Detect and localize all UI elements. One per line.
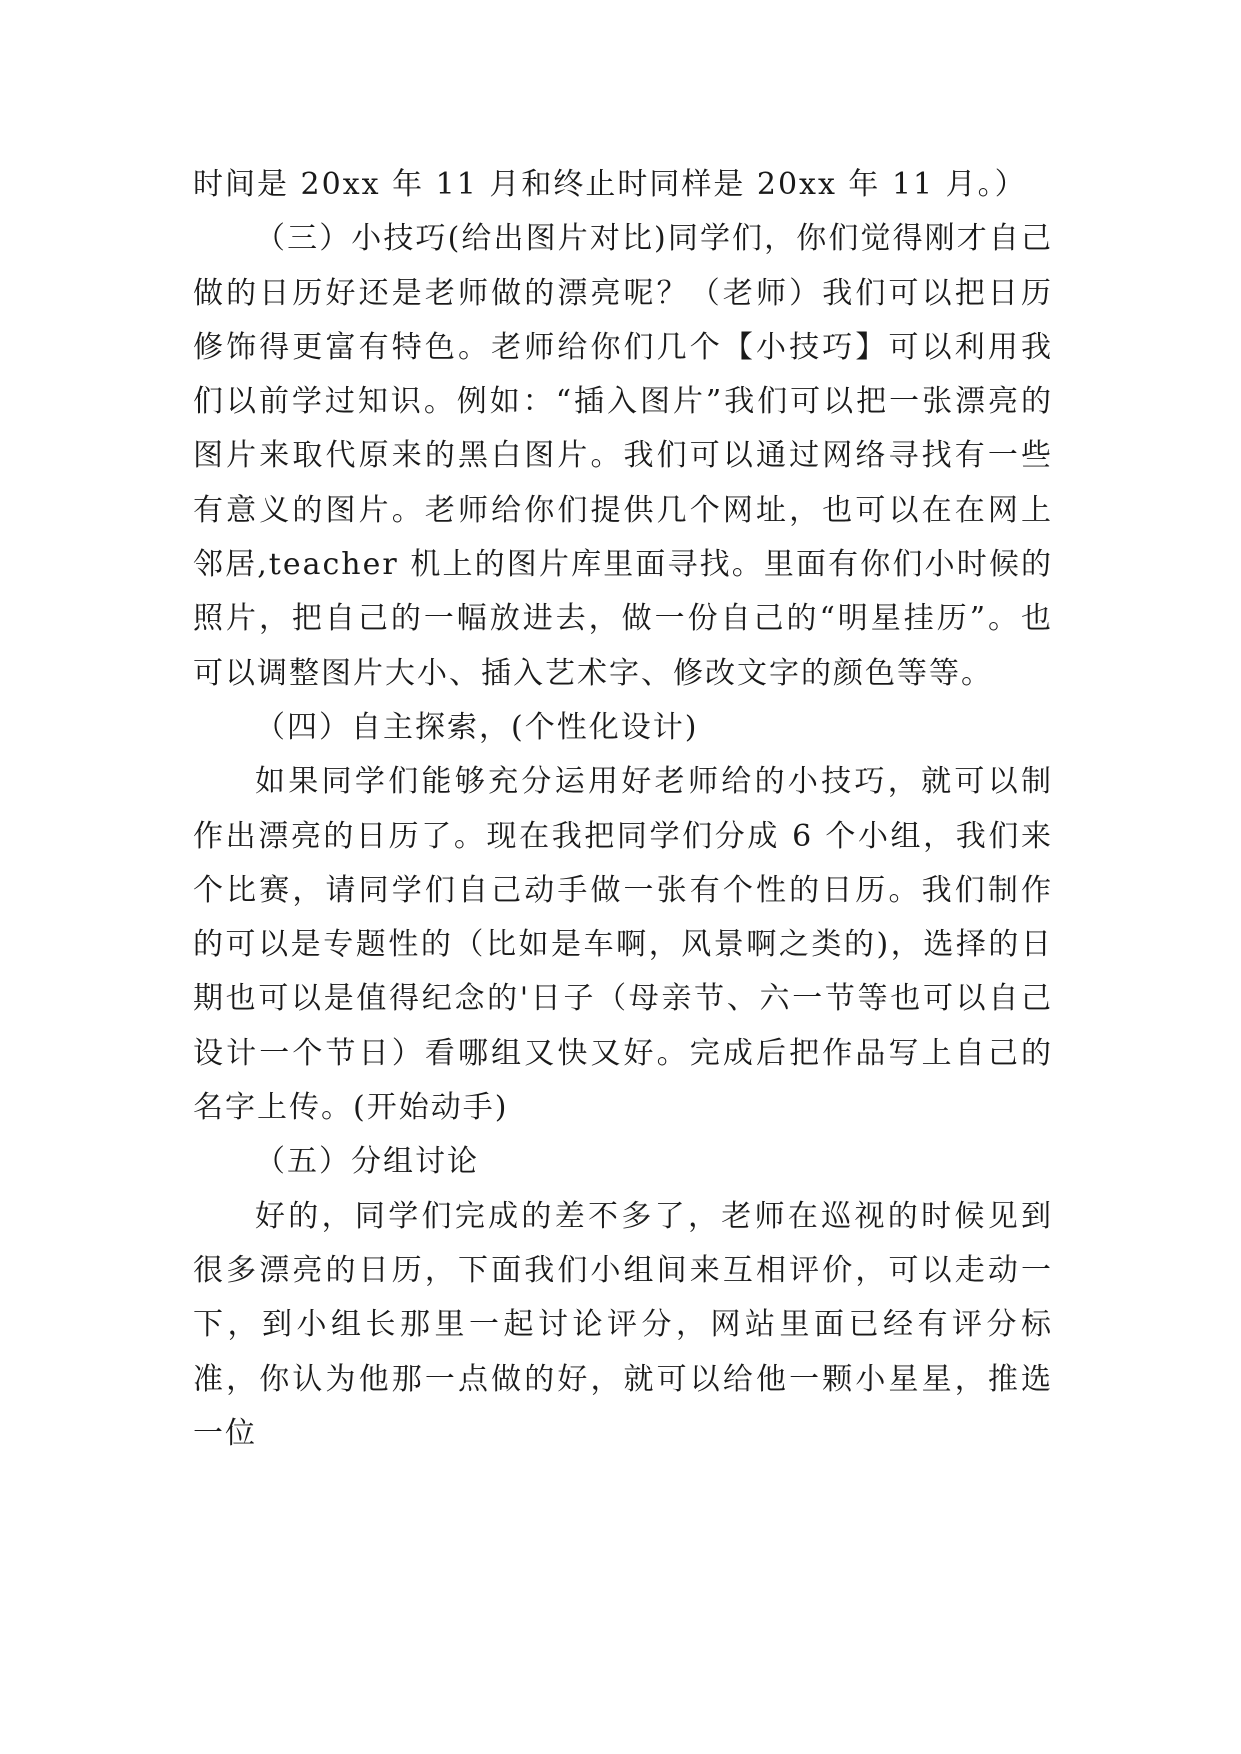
heading-section-four: （四）自主探索，(个性化设计) <box>255 709 699 745</box>
paragraph-section-four: 如果同学们能够充分运用好老师给的小技巧，就可以制作出漂亮的日历了。现在我把同学们分成 6 个小组，我们来个比赛，请同学们自己动手做一张有个性的日历。我们制作的可以是专题性的（比如是车啊，风景啊之类的)，选择的日期也可以是值得纪念的'日子（母亲节、六一节等也可以自己设计一个节日）看哪组又快又好。完成后把作品写上自己的名字上传。(开始动手) <box>193 764 1053 1126</box>
paragraph-section-three: （三）小技巧(给出图片对比)同学们，你们觉得刚才自己做的日历好还是老师做的漂亮呢？（老师）我们可以把日历修饰得更富有特色。老师给你们几个【小技巧】可以利用我们以前学过知识。例如：“插入图片”我们可以把一张漂亮的图片来取代原来的黑白图片。我们可以通过网络寻找有一些有意义的图片。老师给你们提供几个网址，也可以在在网上邻居,teacher 机上的图片库里面寻找。里面有你们小时候的照片，把自己的一幅放进去，做一份自己的“明星挂历”。也可以调整图片大小、插入艺术字、修改文字的颜色等等。 <box>193 221 1053 691</box>
heading-section-five: （五）分组讨论 <box>255 1144 479 1180</box>
document-body <box>193 158 1053 1461</box>
paragraph-section-five: 好的，同学们完成的差不多了，老师在巡视的时候见到很多漂亮的日历，下面我们小组间来互相评价，可以走动一下，到小组长那里一起讨论评分，网站里面已经有评分标准，你认为他那一点做的好，就可以给他一颗小星星，推选一位 <box>193 1198 1053 1451</box>
paragraph-continuation: 时间是 20xx 年 11 月和终止时同样是 20xx 年 11 月。） <box>193 167 1027 202</box>
